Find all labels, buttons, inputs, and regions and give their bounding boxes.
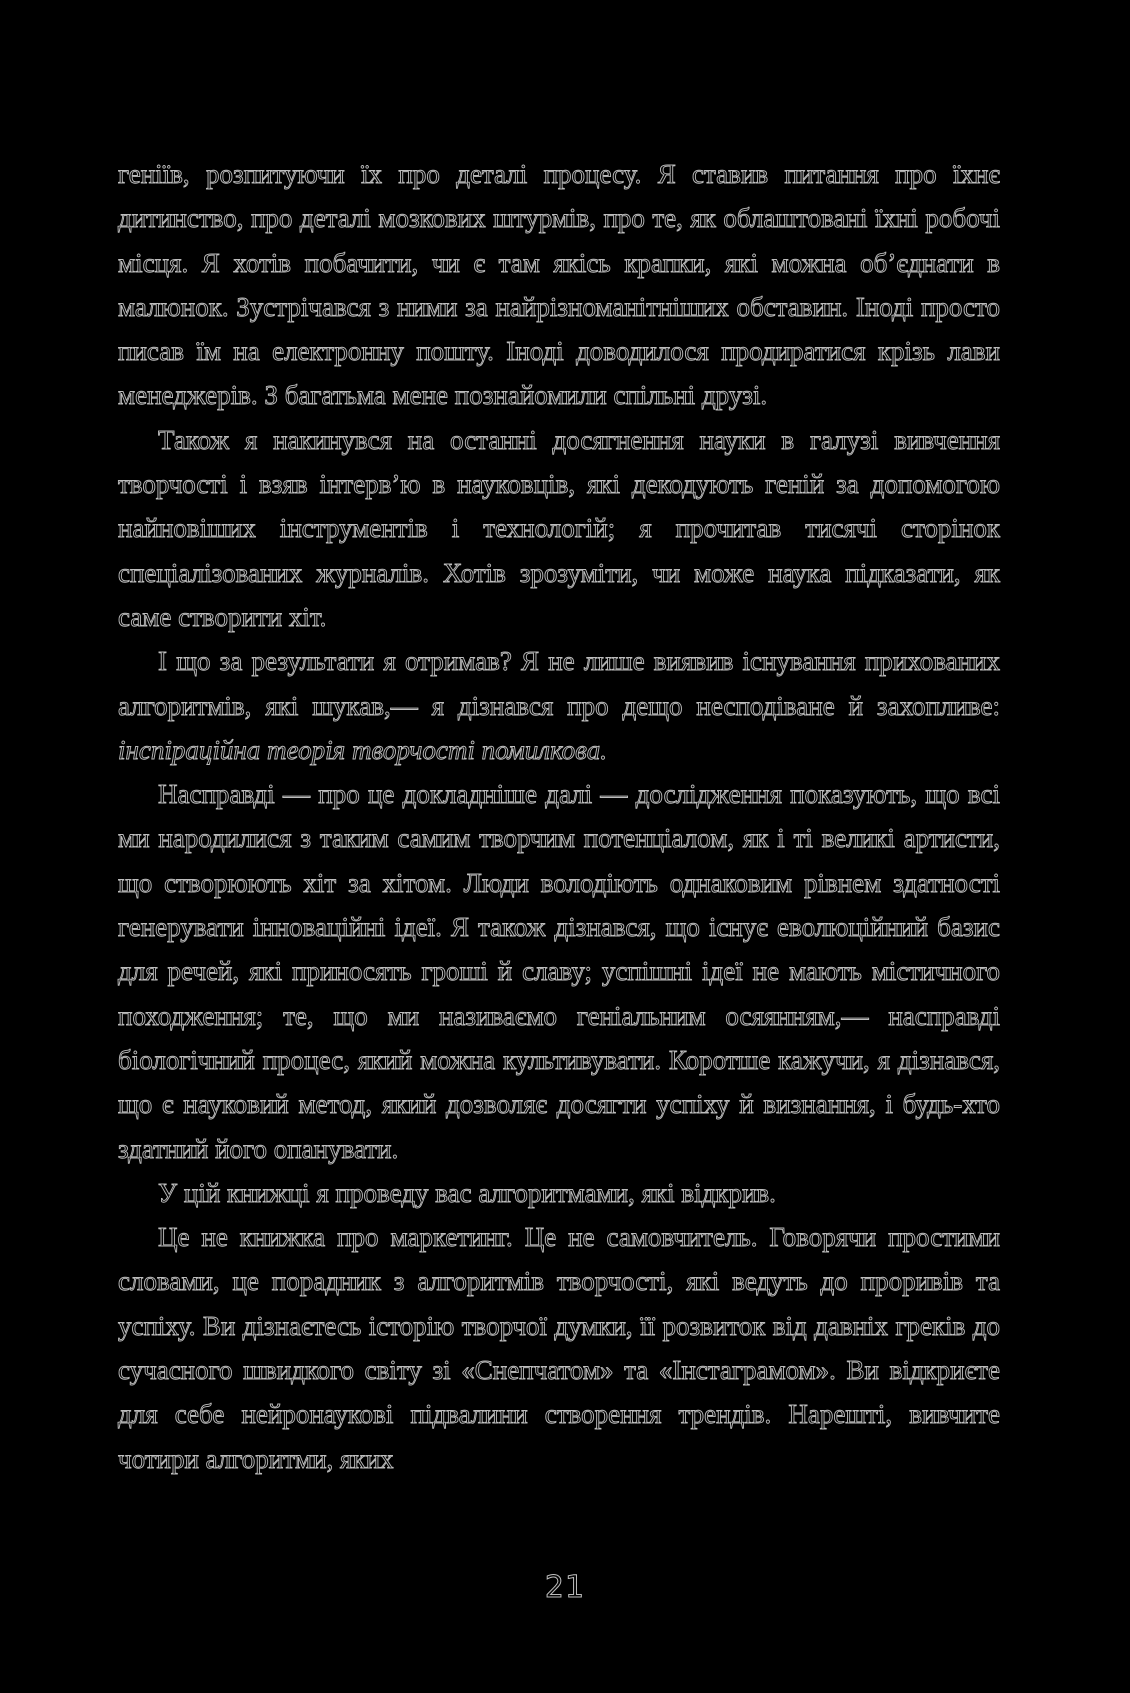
paragraph-3-emphasis: інспіраційна теорія творчості помилкова. <box>118 734 607 765</box>
paragraph-2: Також я накинувся на останні досягнення науки в галузі вивчення творчості і взяв інтерв’ю в науковців, які декодують геній за допомогою найновіших інструментів і технологій; я прочитав тисячі сторінок спеціалізованих журналів. Хотів зрозуміти, чи може наука підказати, як саме створити хіт. <box>118 424 1000 632</box>
paragraph-6: Це не книжка про маркетинг. Це не самовчитель. Говорячи простими словами, це порадник з алгоритмів творчості, які ведуть до проривів та успіху. Ви дізнаєтесь історію творчої думки, її розвиток від давніх греків до сучасного швидкого світу зі «Снепчатом» та «Інстаграмом». Ви відкриєте для себе нейронаукові підвалини створення трендів. Нарешті, вивчите чотири алгоритми, яких <box>118 1222 1000 1474</box>
paragraph-4: Насправді — про це докладніше далі — дослідження показують, що всі ми народилися з таким самим творчим потенціалом, як і ті великі артисти, що створюють хіт за хітом. Люди володіють однаковим рівнем здатності генерувати інноваційні ідеї. Я також дізнався, що існує еволюційний базис для речей, які приносять гроші й славу; успішні ідеї не мають містичного походження; те, що ми називаємо геніальним осяянням,— насправді біологічний процес, який можна культивувати. Коротше кажучи, я дізнався, що є науковий метод, який дозволяє досягти успіху й визнання, і будь-хто здатний його опанувати. <box>118 779 1000 1164</box>
paragraph-3 <box>118 639 1000 772</box>
page-number: 21 <box>544 1570 586 1605</box>
body-text <box>118 152 1000 1481</box>
paragraph-5: У цій книжці я проведу вас алгоритмами, які відкрив. <box>158 1177 776 1208</box>
paragraph-1: геніїв, розпитуючи їх про деталі процесу. Я ставив питання про їхнє дитинство, про деталі мозкових штурмів, про те, як облаштовані їхні робочі місця. Я хотів побачити, чи є там якісь крапки, які можна об’єднати в малюнок. Зустрічався з ними за найрізноманітніших обставин. Іноді просто писав їм на електронну пошту. Іноді доводилося продиратися крізь лави менеджерів. З багатьма мене познайомили спільні друзі. <box>118 159 1000 411</box>
paragraph-3-text: І що за результати я отримав? Я не лише виявив існування прихованих алгоритмів, які шукав,— я дізнався про дещо несподіване й захопливе: <box>118 646 1000 721</box>
